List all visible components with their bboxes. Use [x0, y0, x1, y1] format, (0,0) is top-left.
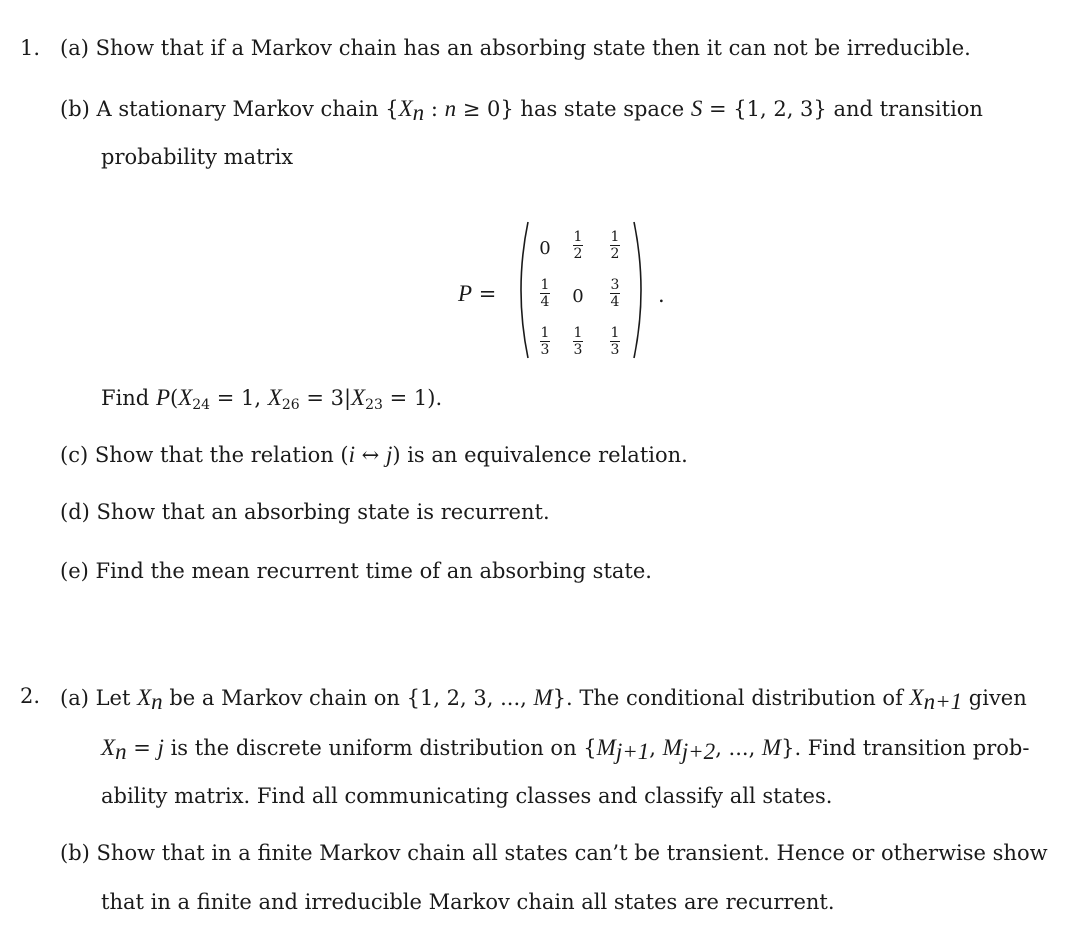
- matrix-cell: $\frac{1}{3}$: [540, 325, 550, 358]
- part-label: (e): [60, 559, 89, 583]
- problem-1a: [60, 38, 971, 59]
- problem-1b-line1: (b) A stationary Markov chain {$X_n$ : n ≥ 0} has state space S = {1, 2, 3} and transition: [60, 96, 983, 125]
- problem-2a-line1: (a) Let $X_n$ be a Markov chain on {1, 2, 3, ..., M}. The conditional distribution of $X_{n+1}$ given: [60, 685, 1027, 714]
- matrix-period: .: [658, 283, 665, 307]
- part-label: (c): [60, 443, 89, 467]
- right-paren: [630, 220, 652, 360]
- left-paren: [510, 220, 532, 360]
- problem-1d: (d) Show that an absorbing state is recurrent.: [60, 500, 550, 524]
- matrix-cell: $\frac{1}{2}$: [573, 229, 583, 262]
- problem-1-number: 1.: [20, 36, 41, 60]
- problem-2b-line1: (b) Show that in a finite Markov chain all states can’t be transient. Hence or otherwise show: [60, 841, 1048, 865]
- problem-2a-line2: $X_n = j$ is the discrete uniform distribution on {$M_{j+1}$, $M_{j+2}$, ..., M}. Find transition prob-: [101, 735, 1030, 764]
- part-label: (b): [60, 841, 90, 865]
- problem-2-number: 2.: [20, 684, 41, 708]
- matrix-cell: $\frac{1}{3}$: [610, 325, 620, 358]
- part-label: (d): [60, 500, 90, 524]
- matrix-cell: $\frac{3}{4}$: [610, 277, 620, 310]
- part-label: (b): [60, 97, 90, 121]
- matrix-cell: 0: [572, 286, 584, 307]
- matrix-cell: $\frac{1}{3}$: [573, 325, 583, 358]
- part-label: (a): [60, 686, 89, 710]
- problem-2a-line3: ability matrix. Find all communicating classes and classify all states.: [101, 784, 833, 808]
- problem-1e: (e) Find the mean recurrent time of an absorbing state.: [60, 559, 652, 583]
- problem-1a-text: Show that if a Markov chain has an absorbing state then it can not be irreducible.: [95, 36, 971, 60]
- part-label: (a): [60, 36, 89, 60]
- matrix-cell: 0: [539, 238, 551, 259]
- problem-1b-find: Find $P(X_{24} = 1$, $X_{26} = 3|X_{23} = 1$).: [101, 385, 443, 413]
- problem-1c: (c) Show that the relation (i ↔ j) is an equivalence relation.: [60, 442, 688, 467]
- problem-2b-line2: that in a finite and irreducible Markov chain all states are recurrent.: [101, 890, 835, 914]
- problem-1b-line2: probability matrix: [101, 145, 294, 169]
- matrix-cell: $\frac{1}{4}$: [540, 277, 550, 310]
- matrix-cell: $\frac{1}{2}$: [610, 229, 620, 262]
- matrix-label: P =: [458, 281, 497, 306]
